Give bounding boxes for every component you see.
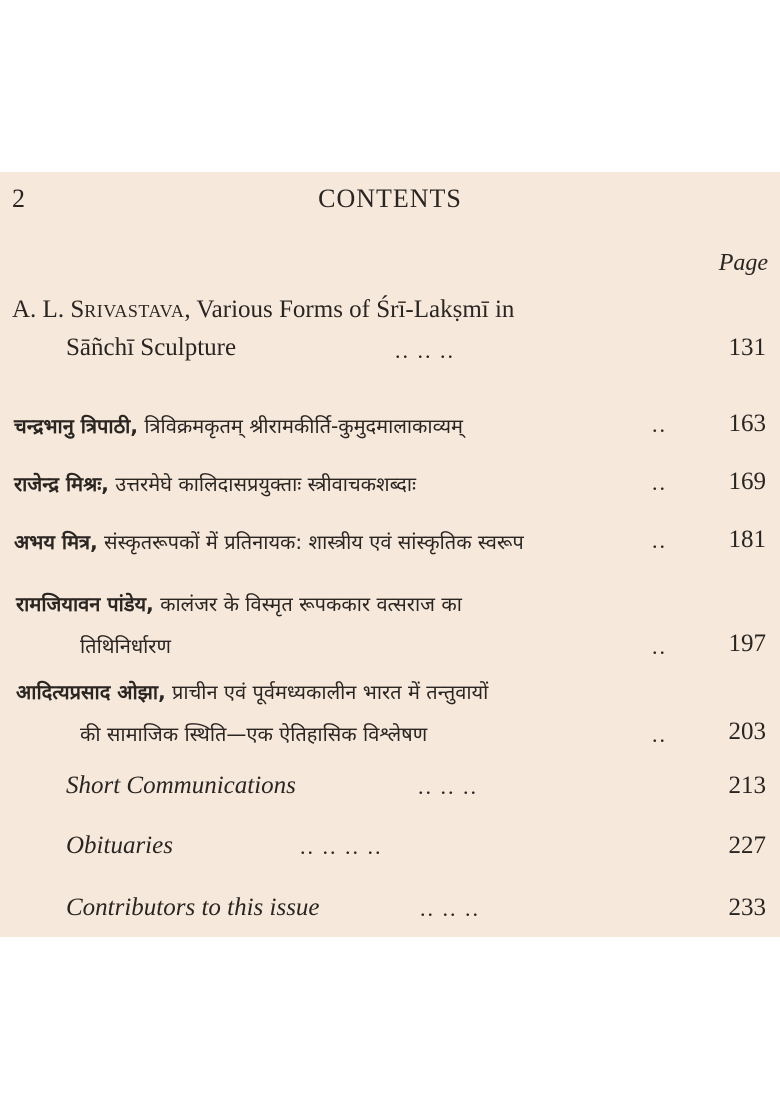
toc-entry-mitra[interactable] bbox=[0, 524, 780, 564]
entry-page-number: 131 bbox=[728, 334, 766, 361]
entry-title: , Various Forms of Śrī-Lakṣmī in bbox=[184, 296, 515, 323]
leader-dots: .. bbox=[652, 722, 667, 747]
entry-title-line bbox=[14, 528, 524, 555]
toc-entry-obituaries[interactable] bbox=[0, 830, 780, 870]
entry-page-number: 197 bbox=[728, 630, 766, 657]
entry-title-line-2: की सामाजिक स्थिति—एक ऐतिहासिक विश्लेषण bbox=[80, 722, 428, 746]
entry-title: प्राचीन एवं पूर्वमध्यकालीन भारत में तन्तुवायों bbox=[172, 680, 489, 704]
entry-author: राजेन्द्र मिश्रः, bbox=[14, 472, 109, 496]
leader-dots: .. .. .. .. bbox=[300, 834, 383, 859]
entry-page-number: 227 bbox=[728, 832, 766, 859]
entry-title-line-2: Sāñchī Sculpture bbox=[66, 334, 237, 361]
entry-page-number: 213 bbox=[728, 772, 766, 799]
toc-entry-tripathi[interactable] bbox=[0, 408, 780, 448]
entry-title-line-2: तिथिनिर्धारण bbox=[80, 634, 171, 658]
entry-title: Contributors to this issue bbox=[66, 894, 320, 921]
entry-title: त्रिविक्रमकृतम् श्रीरामकीर्ति-कुमुदमालाकाव्यम् bbox=[144, 414, 464, 438]
entry-title-line bbox=[16, 678, 488, 705]
leader-dots: .. .. .. bbox=[420, 896, 480, 921]
entry-author: चन्द्रभानु त्रिपाठी, bbox=[14, 414, 138, 438]
entry-page-number: 181 bbox=[728, 526, 766, 553]
entry-title-line bbox=[14, 470, 416, 497]
entry-title: कालंजर के विस्मृत रूपककार वत्सराज का bbox=[160, 592, 462, 616]
entry-title: उत्तरमेघे कालिदासप्रयुक्ताः स्त्रीवाचकशब्दाः bbox=[115, 472, 417, 496]
entry-title-line bbox=[12, 296, 514, 324]
entry-author: रामजियावन पांडेय, bbox=[16, 592, 154, 616]
toc-entry-short-communications[interactable] bbox=[0, 770, 780, 810]
toc-entry-mishra[interactable] bbox=[0, 466, 780, 506]
entry-title: Short Communications bbox=[66, 772, 296, 799]
entry-page-number: 203 bbox=[728, 718, 766, 745]
entry-title-line bbox=[16, 590, 462, 617]
page-title: CONTENTS bbox=[318, 184, 462, 213]
entry-author-initials: A. L. S bbox=[12, 296, 85, 323]
leader-dots: .. .. .. bbox=[395, 338, 455, 363]
page-column-label: Page bbox=[718, 250, 768, 276]
contents-page bbox=[0, 172, 780, 937]
leader-dots: .. bbox=[652, 470, 667, 495]
leader-dots: .. bbox=[652, 634, 667, 659]
entry-title-line bbox=[14, 412, 463, 439]
toc-entry-ojha[interactable] bbox=[0, 674, 780, 756]
entry-page-number: 163 bbox=[728, 410, 766, 437]
page-number: 2 bbox=[12, 184, 25, 213]
leader-dots: .. bbox=[652, 412, 667, 437]
entry-page-number: 233 bbox=[728, 894, 766, 921]
entry-author: आदित्यप्रसाद ओझा, bbox=[16, 680, 166, 704]
toc-entry-contributors[interactable] bbox=[0, 892, 780, 932]
toc-entry-pandey[interactable] bbox=[0, 586, 780, 668]
leader-dots: .. bbox=[652, 528, 667, 553]
entry-title: संस्कृतरूपकों में प्रतिनायक: शास्त्रीय एवं सांस्कृतिक स्वरूप bbox=[104, 530, 524, 554]
toc-entry-srivastava[interactable] bbox=[0, 290, 780, 370]
entry-page-number: 169 bbox=[728, 468, 766, 495]
leader-dots: .. .. .. bbox=[418, 774, 478, 799]
entry-title: Obituaries bbox=[66, 832, 173, 859]
entry-author: अभय मित्र, bbox=[14, 530, 98, 554]
entry-author-smallcaps: RIVASTAVA bbox=[84, 301, 185, 321]
